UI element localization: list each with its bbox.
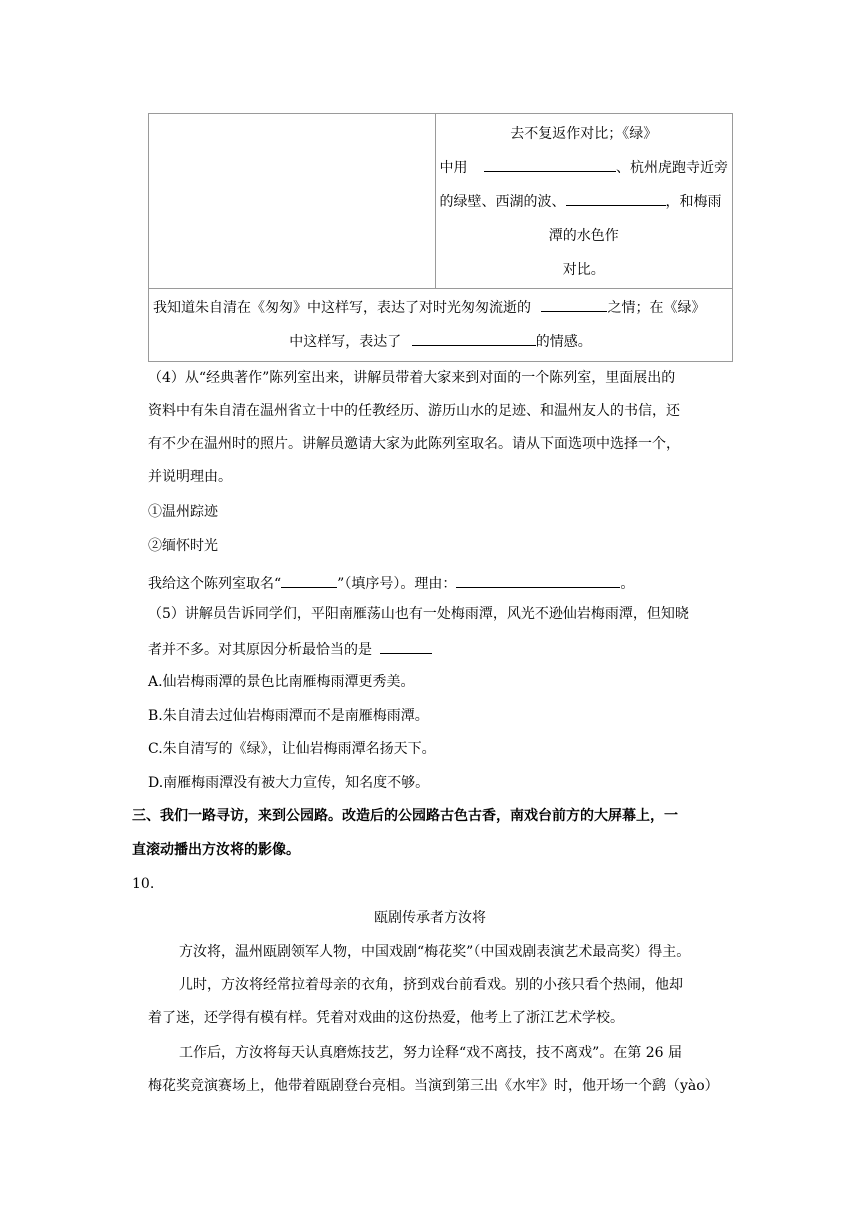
table-text: 的情感。	[535, 334, 592, 350]
article-paragraph: 梅花奖竞演赛场上，他带着瓯剧登台亮相。当演到第三出《水牢》时，他开场一个鹞（yào）	[148, 1078, 719, 1094]
q4-option-2: ②缅怀时光	[148, 538, 218, 554]
table-text: 的绿壁、西湖的波、	[439, 194, 566, 210]
question-number: 10.	[132, 876, 155, 892]
q5-option-b: B.朱自清去过仙岩梅雨潭而不是南雁梅雨潭。	[148, 708, 429, 724]
table-text-with-blank	[149, 325, 732, 359]
q5-paragraph-with-blank	[148, 637, 432, 660]
fill-blank[interactable]	[281, 571, 337, 588]
q4-paragraph: （4）从“经典著作”陈列室出来，讲解员带着大家来到对面的一个陈列室，里面展出的	[148, 370, 676, 386]
q5-option-d: D.南雁梅雨潭没有被大力宣传，知名度不够。	[148, 775, 430, 791]
table-text: 潭的水色作	[548, 228, 619, 244]
table-text: 中这样写，表达了	[289, 334, 402, 350]
q5-text: 者并不多。对其原因分析最恰当的是	[148, 642, 372, 658]
q4-paragraph: 有不少在温州时的照片。讲解员邀请大家为此陈列室取名。请从下面选项中选择一个，	[148, 436, 680, 452]
answer-table	[148, 113, 733, 362]
q5-paragraph: （5）讲解员告诉同学们，平阳南雁荡山也有一处梅雨潭，风光不逊仙岩梅雨潭，但知晓	[148, 606, 689, 622]
table-text: 对比。	[562, 262, 605, 278]
article-paragraph: 着了迷，还学得有模有样。凭着对戏曲的这份热爱，他考上了浙江艺术学校。	[148, 1010, 624, 1026]
fill-blank[interactable]	[541, 294, 607, 312]
q4-answer-text: 我给这个陈列室取名“	[148, 576, 282, 592]
article-paragraph: 儿时，方汝将经常拉着母亲的衣角，挤到戏台前看戏。别的小孩只看个热闹，他却	[179, 977, 683, 993]
q4-answer-text: ”（填序号）。理由：	[337, 576, 457, 592]
q4-answer-text: 。	[620, 576, 635, 592]
q4-answer-line	[148, 571, 634, 594]
section-3-heading: 直滚动播出方汝将的影像。	[132, 842, 300, 858]
table-text-with-blank	[149, 291, 732, 325]
table-text: 、杭州虎跑寺近旁	[616, 160, 728, 176]
fill-blank[interactable]	[456, 571, 620, 588]
table-text: ，和梅雨	[665, 194, 722, 210]
fill-blank[interactable]	[380, 637, 432, 654]
table-text: 之情；在《绿》	[607, 300, 706, 316]
table-cell-empty	[149, 114, 436, 289]
table-text: 去不复返作对比；《绿》	[510, 126, 658, 142]
table-text-with-blank	[436, 151, 732, 185]
q5-option-a: A.仙岩梅雨潭的景色比南雁梅雨潭更秀美。	[148, 674, 415, 690]
fill-blank[interactable]	[412, 328, 536, 346]
table-text: 我知道朱自清在《匆匆》中这样写，表达了对时光匆匆流逝的	[153, 300, 531, 316]
article-paragraph: 工作后，方汝将每天认真磨炼技艺，努力诠释“戏不离技，技不离戏”。在第 26 届	[179, 1045, 683, 1061]
table-cell-comparison	[435, 114, 732, 289]
table-cell-conclusion	[149, 289, 733, 362]
q4-paragraph: 并说明理由。	[148, 469, 232, 485]
q4-option-1: ①温州踪迹	[148, 504, 218, 520]
article-paragraph: 方汝将，温州瓯剧领军人物，中国戏剧“梅花奖”（中国戏剧表演艺术最高奖）得主。	[179, 944, 691, 960]
table-text-with-blank	[436, 185, 732, 219]
table-text: 中用	[439, 160, 468, 176]
q5-option-c: C.朱自清写的《绿》，让仙岩梅雨潭名扬天下。	[148, 741, 436, 757]
q4-paragraph: 资料中有朱自清在温州省立十中的任教经历、游历山水的足迹、和温州友人的书信，还	[148, 403, 680, 419]
fill-blank[interactable]	[484, 154, 616, 172]
article-title: 瓯剧传承者方汝将	[374, 910, 486, 926]
section-3-heading: 三、我们一路寻访，来到公园路。改造后的公园路古色古香，南戏台前方的大屏幕上，一	[132, 808, 678, 824]
fill-blank[interactable]	[566, 188, 666, 206]
